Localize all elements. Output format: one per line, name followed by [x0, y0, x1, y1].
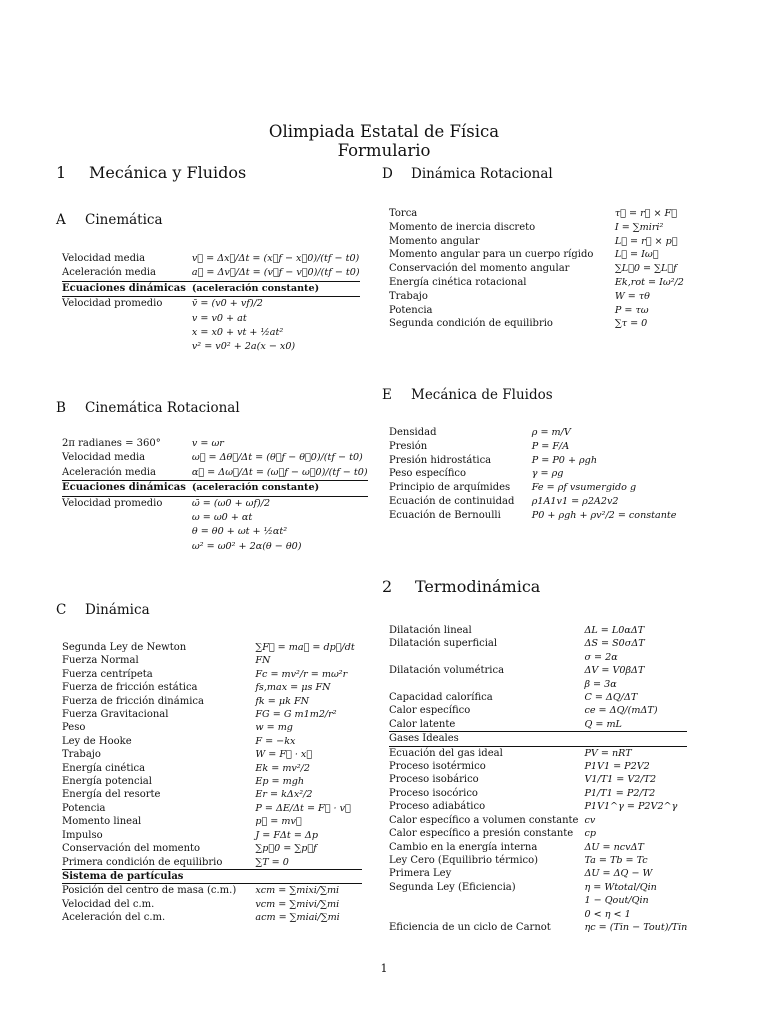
formula-equation: P1V1^γ = P2V2^γ [584, 801, 678, 813]
formula-label: Conservación del momento angular [389, 263, 570, 275]
formula-row [389, 704, 687, 717]
formula-row [62, 856, 362, 870]
formula-label [389, 678, 584, 691]
formula-row [389, 664, 687, 677]
formula-row [389, 248, 689, 262]
formula-row [62, 340, 360, 354]
formula-row [62, 496, 368, 511]
subsection-title: Cinemática Rotacional [85, 400, 240, 416]
formula-label: Velocidad del c.m. [62, 898, 155, 910]
formula-label: Dilatación lineal [389, 625, 472, 636]
formula-row [389, 841, 687, 854]
formula-equation: (aceleración constante) [192, 281, 360, 296]
formula-row [62, 252, 360, 266]
formula-label: Dilatación superficial [389, 638, 498, 650]
formula-row [389, 718, 687, 732]
formula-equation: P = F/A [531, 440, 570, 452]
formula-label: Eficiencia de un ciclo de Carnot [389, 921, 551, 933]
formula-label: Principio de arquímides [389, 482, 511, 494]
section-2-heading [382, 577, 540, 596]
formula-label: Momento de inercia discreto [389, 221, 536, 233]
formula-row [389, 637, 687, 650]
formula-equation: C = ΔQ/ΔT [584, 692, 638, 704]
formula-label: Primera condición de equilibrio [62, 856, 223, 868]
formula-row [389, 921, 687, 934]
subsection-a-heading [56, 212, 163, 228]
subsection-title: Cinemática [85, 212, 163, 228]
formula-row [389, 235, 689, 249]
formula-equation: I = ∑miri² [614, 221, 664, 233]
formula-equation: P0 + ρgh + ρv²/2 = constante [531, 509, 677, 521]
formula-equation: a⃗ = Δv⃗/Δt = (v⃗f − v⃗0)/(tf − t0) [191, 267, 360, 279]
formula-label: Presión [389, 440, 428, 452]
formula-row [389, 678, 687, 691]
subsection-letter: E [382, 387, 392, 403]
formula-equation: ∑T = 0 [255, 856, 289, 868]
formula-row [62, 815, 362, 828]
formula-label [389, 894, 584, 907]
formula-label: Proceso isocórico [389, 787, 478, 799]
formula-equation: τ⃗ = r⃗ × F⃗ [614, 208, 677, 219]
subsection-title: Mecánica de Fluidos [411, 387, 553, 403]
formula-equation: P1V1 = P2V2 [584, 761, 650, 773]
table-subheader-row [62, 869, 362, 883]
table-dinamica [62, 641, 362, 925]
formula-label: Energía cinética rotacional [389, 276, 527, 288]
formula-row [62, 641, 362, 654]
formula-label: Proceso adiabático [389, 801, 486, 813]
formula-equation: ce = ΔQ/(mΔT) [584, 705, 658, 717]
formula-equation: 1 − Qout/Qin [584, 895, 649, 907]
formula-row [389, 881, 687, 894]
formula-row [389, 624, 687, 637]
formula-row [389, 827, 687, 840]
formula-equation: ω² = ω0² + 2α(θ − θ0) [191, 540, 302, 552]
formula-label: Velocidad media [62, 452, 146, 464]
formula-equation: Fc = mv²/r = mω²r [255, 668, 348, 680]
formula-row [62, 525, 368, 539]
formula-equation: η = Wtotal/Qin [584, 881, 657, 893]
formula-equation: θ = θ0 + ωt + ½αt² [191, 526, 288, 538]
formula-row [62, 802, 362, 815]
formula-equation: acm = ∑miai/∑mi [255, 912, 340, 924]
subsection-d-heading [382, 166, 553, 182]
formula-row [62, 708, 362, 721]
formula-row [389, 207, 689, 221]
formula-row [389, 746, 687, 760]
table-cinematica [62, 252, 360, 355]
formula-row [389, 509, 689, 523]
table-subheader-row [62, 481, 368, 496]
formula-label: Ecuación de continuidad [389, 495, 515, 507]
formula-label: Ecuación del gas ideal [389, 747, 503, 759]
formula-equation: W = F⃗ · x⃗ [255, 749, 313, 761]
formula-row [62, 654, 362, 667]
formula-equation: L⃗ = r⃗ × p⃗ [614, 235, 678, 247]
formula-label: Densidad [389, 427, 437, 438]
formula-row [62, 466, 368, 481]
formula-label: Calor específico a presión constante [389, 828, 574, 840]
formula-row [389, 221, 689, 235]
formula-equation: P = P0 + ρgh [531, 454, 597, 466]
formula-row [62, 775, 362, 788]
section-number: 2 [382, 577, 393, 596]
formula-equation: (aceleración constante) [192, 481, 368, 496]
formula-equation: w = mg [255, 722, 293, 734]
formula-row [389, 440, 689, 454]
formula-label: Potencia [389, 304, 433, 316]
formula-label: Fuerza de fricción dinámica [62, 695, 204, 707]
section-title: Termodinámica [415, 577, 541, 596]
formula-equation: ω⃗ = Δθ⃗/Δt = (θ⃗f − θ⃗0)/(tf − t0) [191, 452, 363, 464]
subsection-title: Dinámica [85, 602, 150, 618]
formula-label [389, 908, 584, 921]
formula-label [62, 326, 192, 340]
subsection-c-heading [56, 602, 150, 618]
subsection-b-heading [56, 400, 240, 416]
subsection-letter: C [56, 602, 67, 618]
formula-row [62, 668, 362, 681]
formula-equation: xcm = ∑mixi/∑mi [255, 885, 340, 897]
formula-label: Cambio en la energía interna [389, 841, 538, 853]
formula-equation: F = −kx [255, 735, 296, 747]
formula-equation: Er = kΔx²/2 [255, 789, 313, 801]
formula-label: Velocidad promedio [62, 298, 163, 310]
formula-label: Dilatación volumétrica [389, 665, 505, 677]
formula-label [62, 540, 192, 554]
formula-row [389, 276, 689, 290]
formula-label [62, 312, 192, 326]
formula-row [389, 691, 687, 704]
formula-equation: Ek = mv²/2 [255, 762, 311, 774]
formula-equation: ΔU = ncvΔT [584, 841, 644, 853]
formula-equation: fk = μk FN [255, 695, 310, 707]
formula-label: Energía potencial [62, 776, 152, 788]
formula-row [389, 854, 687, 867]
formula-label: Aceleración del c.m. [62, 912, 166, 924]
formula-equation: J = FΔt = Δp [255, 829, 318, 841]
formula-equation: ω = ω0 + αt [191, 512, 253, 524]
formula-label: Peso [62, 722, 86, 734]
formula-label: Trabajo [62, 749, 101, 761]
formula-label: Segunda Ley (Eficiencia) [389, 881, 516, 893]
formula-equation: W = τθ [614, 290, 650, 302]
formula-label: Torca [389, 208, 418, 219]
formula-equation: x = x0 + vt + ½at² [191, 327, 284, 339]
formula-equation: ∑L⃗0 = ∑L⃗f [614, 263, 677, 275]
table-group-row [389, 732, 687, 746]
formula-label: Momento lineal [62, 816, 142, 828]
formula-label: Proceso isobárico [389, 774, 479, 786]
formula-row [389, 867, 687, 880]
formula-label: Conservación del momento [62, 843, 201, 855]
formula-equation: vcm = ∑mivi/∑mi [255, 898, 340, 910]
formula-label: Trabajo [389, 290, 428, 302]
formula-label [389, 651, 584, 664]
formula-equation: P = τω [614, 304, 649, 316]
formula-row [62, 842, 362, 855]
subsection-e-heading [382, 387, 553, 403]
formula-equation: σ = 2α [584, 651, 618, 663]
formula-label: Velocidad promedio [62, 497, 163, 509]
formula-label: Aceleración media [62, 466, 156, 478]
formula-label [62, 511, 192, 525]
formula-label: 2π radianes = 360° [62, 438, 161, 449]
subsection-letter: A [56, 212, 66, 228]
formula-equation: ρ = m/V [531, 427, 571, 438]
formula-equation: p⃗ = mv⃗ [255, 816, 302, 828]
formula-label: Aceleración media [62, 267, 156, 279]
formula-row [62, 911, 362, 924]
document-title: Olimpiada Estatal de Física [268, 122, 500, 141]
subsection-title: Dinámica Rotacional [411, 166, 553, 182]
formula-equation: fs,max = μs FN [255, 682, 331, 694]
formula-label: Fuerza Normal [62, 655, 139, 667]
formula-label: Momento angular para un cuerpo rígido [389, 249, 594, 261]
formula-label: Fuerza de fricción estática [62, 682, 198, 694]
formula-equation: 0 < η < 1 [584, 908, 631, 920]
formula-row [62, 721, 362, 734]
formula-label: Fuerza centrípeta [62, 668, 153, 680]
formula-equation: P = ΔE/Δt = F⃗ · v⃗ [255, 802, 351, 814]
formula-equation: V1/T1 = V2/T2 [584, 774, 657, 786]
formula-label: Proceso isotérmico [389, 761, 486, 773]
formula-label: Ley de Hooke [62, 735, 132, 747]
formula-equation: β = 3α [584, 678, 617, 690]
formula-row [62, 326, 360, 340]
formula-equation: v̄ = (v0 + vf)/2 [191, 298, 263, 310]
formula-equation: cv [584, 814, 596, 826]
formula-row [62, 695, 362, 708]
formula-label: Momento angular [389, 235, 480, 247]
formula-row [389, 814, 687, 827]
formula-equation: Ta = Tb = Tc [584, 854, 648, 866]
formula-label: Potencia [62, 802, 106, 814]
formula-row [62, 884, 362, 898]
formula-equation: ∑F⃗ = ma⃗ = dp⃗/dt [255, 642, 355, 653]
formula-equation: ΔS = S0σΔT [584, 638, 645, 650]
formula-row [62, 681, 362, 694]
section-1-heading [56, 163, 246, 182]
formula-row [62, 762, 362, 775]
formula-label: Peso específico [389, 468, 466, 480]
formula-equation: cp [584, 828, 596, 840]
formula-row [389, 304, 689, 318]
formula-equation: ΔL = L0αΔT [584, 625, 645, 636]
formula-label: Fuerza Gravitacional [62, 709, 169, 721]
document-title-block [0, 122, 768, 160]
formula-row [62, 788, 362, 801]
formula-equation: Fe = ρf vsumergido g [531, 482, 637, 494]
formula-row [389, 787, 687, 800]
formula-label: Energía del resorte [62, 789, 161, 801]
formula-row [62, 297, 360, 312]
formula-row [389, 894, 687, 907]
subsection-letter: B [56, 400, 66, 416]
formula-row [62, 748, 362, 761]
table-subheader-row [62, 281, 360, 296]
formula-equation: Ek,rot = Iω²/2 [614, 276, 684, 288]
formula-row [62, 898, 362, 911]
formula-label: Segunda Ley de Newton [62, 642, 187, 653]
formula-label [62, 525, 192, 539]
formula-label: Energía cinética [62, 762, 146, 774]
formula-row [62, 451, 368, 465]
formula-label: Calor específico [389, 705, 471, 717]
section-number: 1 [56, 163, 67, 182]
formula-equation: ∑τ = 0 [614, 318, 648, 330]
formula-equation: ρ1A1v1 = ρ2A2v2 [531, 495, 619, 507]
formula-equation: ΔV = V0βΔT [584, 665, 645, 677]
formula-equation: L⃗ = Iω⃗ [614, 249, 659, 261]
formula-row [389, 290, 689, 304]
table-dinamica-rotacional [389, 207, 689, 331]
subsection-letter: D [382, 166, 393, 182]
formula-equation: v⃗ = Δx⃗/Δt = (x⃗f − x⃗0)/(tf − t0) [191, 253, 360, 264]
formula-equation: v = ωr [191, 438, 224, 449]
formula-label: Calor específico a volumen constante [389, 814, 579, 826]
formula-row [389, 262, 689, 276]
formula-row [389, 317, 689, 331]
formula-row [62, 266, 360, 281]
formula-equation: v = v0 + at [191, 312, 247, 324]
formula-row [62, 511, 368, 525]
formula-row [62, 735, 362, 748]
formula-label: Ecuaciones dinámicas [62, 281, 192, 296]
page-number: 1 [380, 962, 388, 975]
formula-row [389, 467, 689, 481]
formula-label: Posición del centro de masa (c.m.) [62, 885, 237, 897]
section-title: Mecánica y Fluidos [89, 163, 247, 182]
formula-label: Gases Ideales [389, 732, 584, 746]
formula-row [62, 540, 368, 554]
formula-label: Segunda condición de equilibrio [389, 318, 553, 330]
formula-equation: Ep = mgh [255, 776, 305, 788]
table-termodinamica [389, 624, 687, 934]
formula-row [389, 454, 689, 468]
formula-equation: ΔU = ΔQ − W [584, 868, 653, 880]
table-cinematica-rotacional [62, 437, 368, 554]
table-mecanica-fluidos [389, 426, 689, 523]
formula-label: Ley Cero (Equilibrio térmico) [389, 854, 539, 866]
formula-row [389, 481, 689, 495]
formula-equation [255, 869, 362, 883]
formula-row [389, 760, 687, 773]
formula-equation: γ = ρg [531, 468, 564, 480]
formula-equation: ηc = (Tin − Tout)/Tin [584, 921, 688, 933]
formula-equation: P1/T1 = P2/T2 [584, 787, 656, 799]
formula-row [389, 426, 689, 440]
formula-row [389, 495, 689, 509]
document-subtitle: Formulario [337, 141, 431, 160]
formula-row [389, 773, 687, 786]
formula-equation: Q = mL [584, 718, 622, 730]
formula-equation: α⃗ = Δω⃗/Δt = (ω⃗f − ω⃗0)/(tf − t0) [191, 466, 368, 478]
formula-equation: FG = G m1m2/r² [255, 709, 337, 721]
formula-label [62, 340, 192, 354]
formula-equation: v² = v0² + 2a(x − x0) [191, 341, 296, 353]
formula-equation: ∑p⃗0 = ∑p⃗f [255, 843, 317, 855]
formula-label: Primera Ley [389, 868, 452, 880]
formula-row [389, 800, 687, 813]
formula-label: Ecuaciones dinámicas [62, 481, 192, 496]
formula-label: Presión hidrostática [389, 454, 492, 466]
formula-equation: ω̄ = (ω0 + ωf)/2 [191, 497, 271, 509]
formula-label: Calor latente [389, 718, 456, 730]
formula-label: Impulso [62, 829, 103, 841]
formula-equation [584, 732, 687, 746]
formula-label: Velocidad media [62, 253, 146, 264]
formula-row [62, 312, 360, 326]
formula-row [62, 437, 368, 451]
formula-label: Capacidad calorífica [389, 692, 493, 704]
formula-row [389, 908, 687, 921]
formula-equation: PV = nRT [584, 747, 632, 759]
formula-row [62, 829, 362, 842]
formula-row [389, 651, 687, 664]
formula-label: Ecuación de Bernoulli [389, 509, 501, 521]
formula-equation: FN [255, 655, 271, 667]
formula-label: Sistema de partículas [62, 869, 255, 883]
